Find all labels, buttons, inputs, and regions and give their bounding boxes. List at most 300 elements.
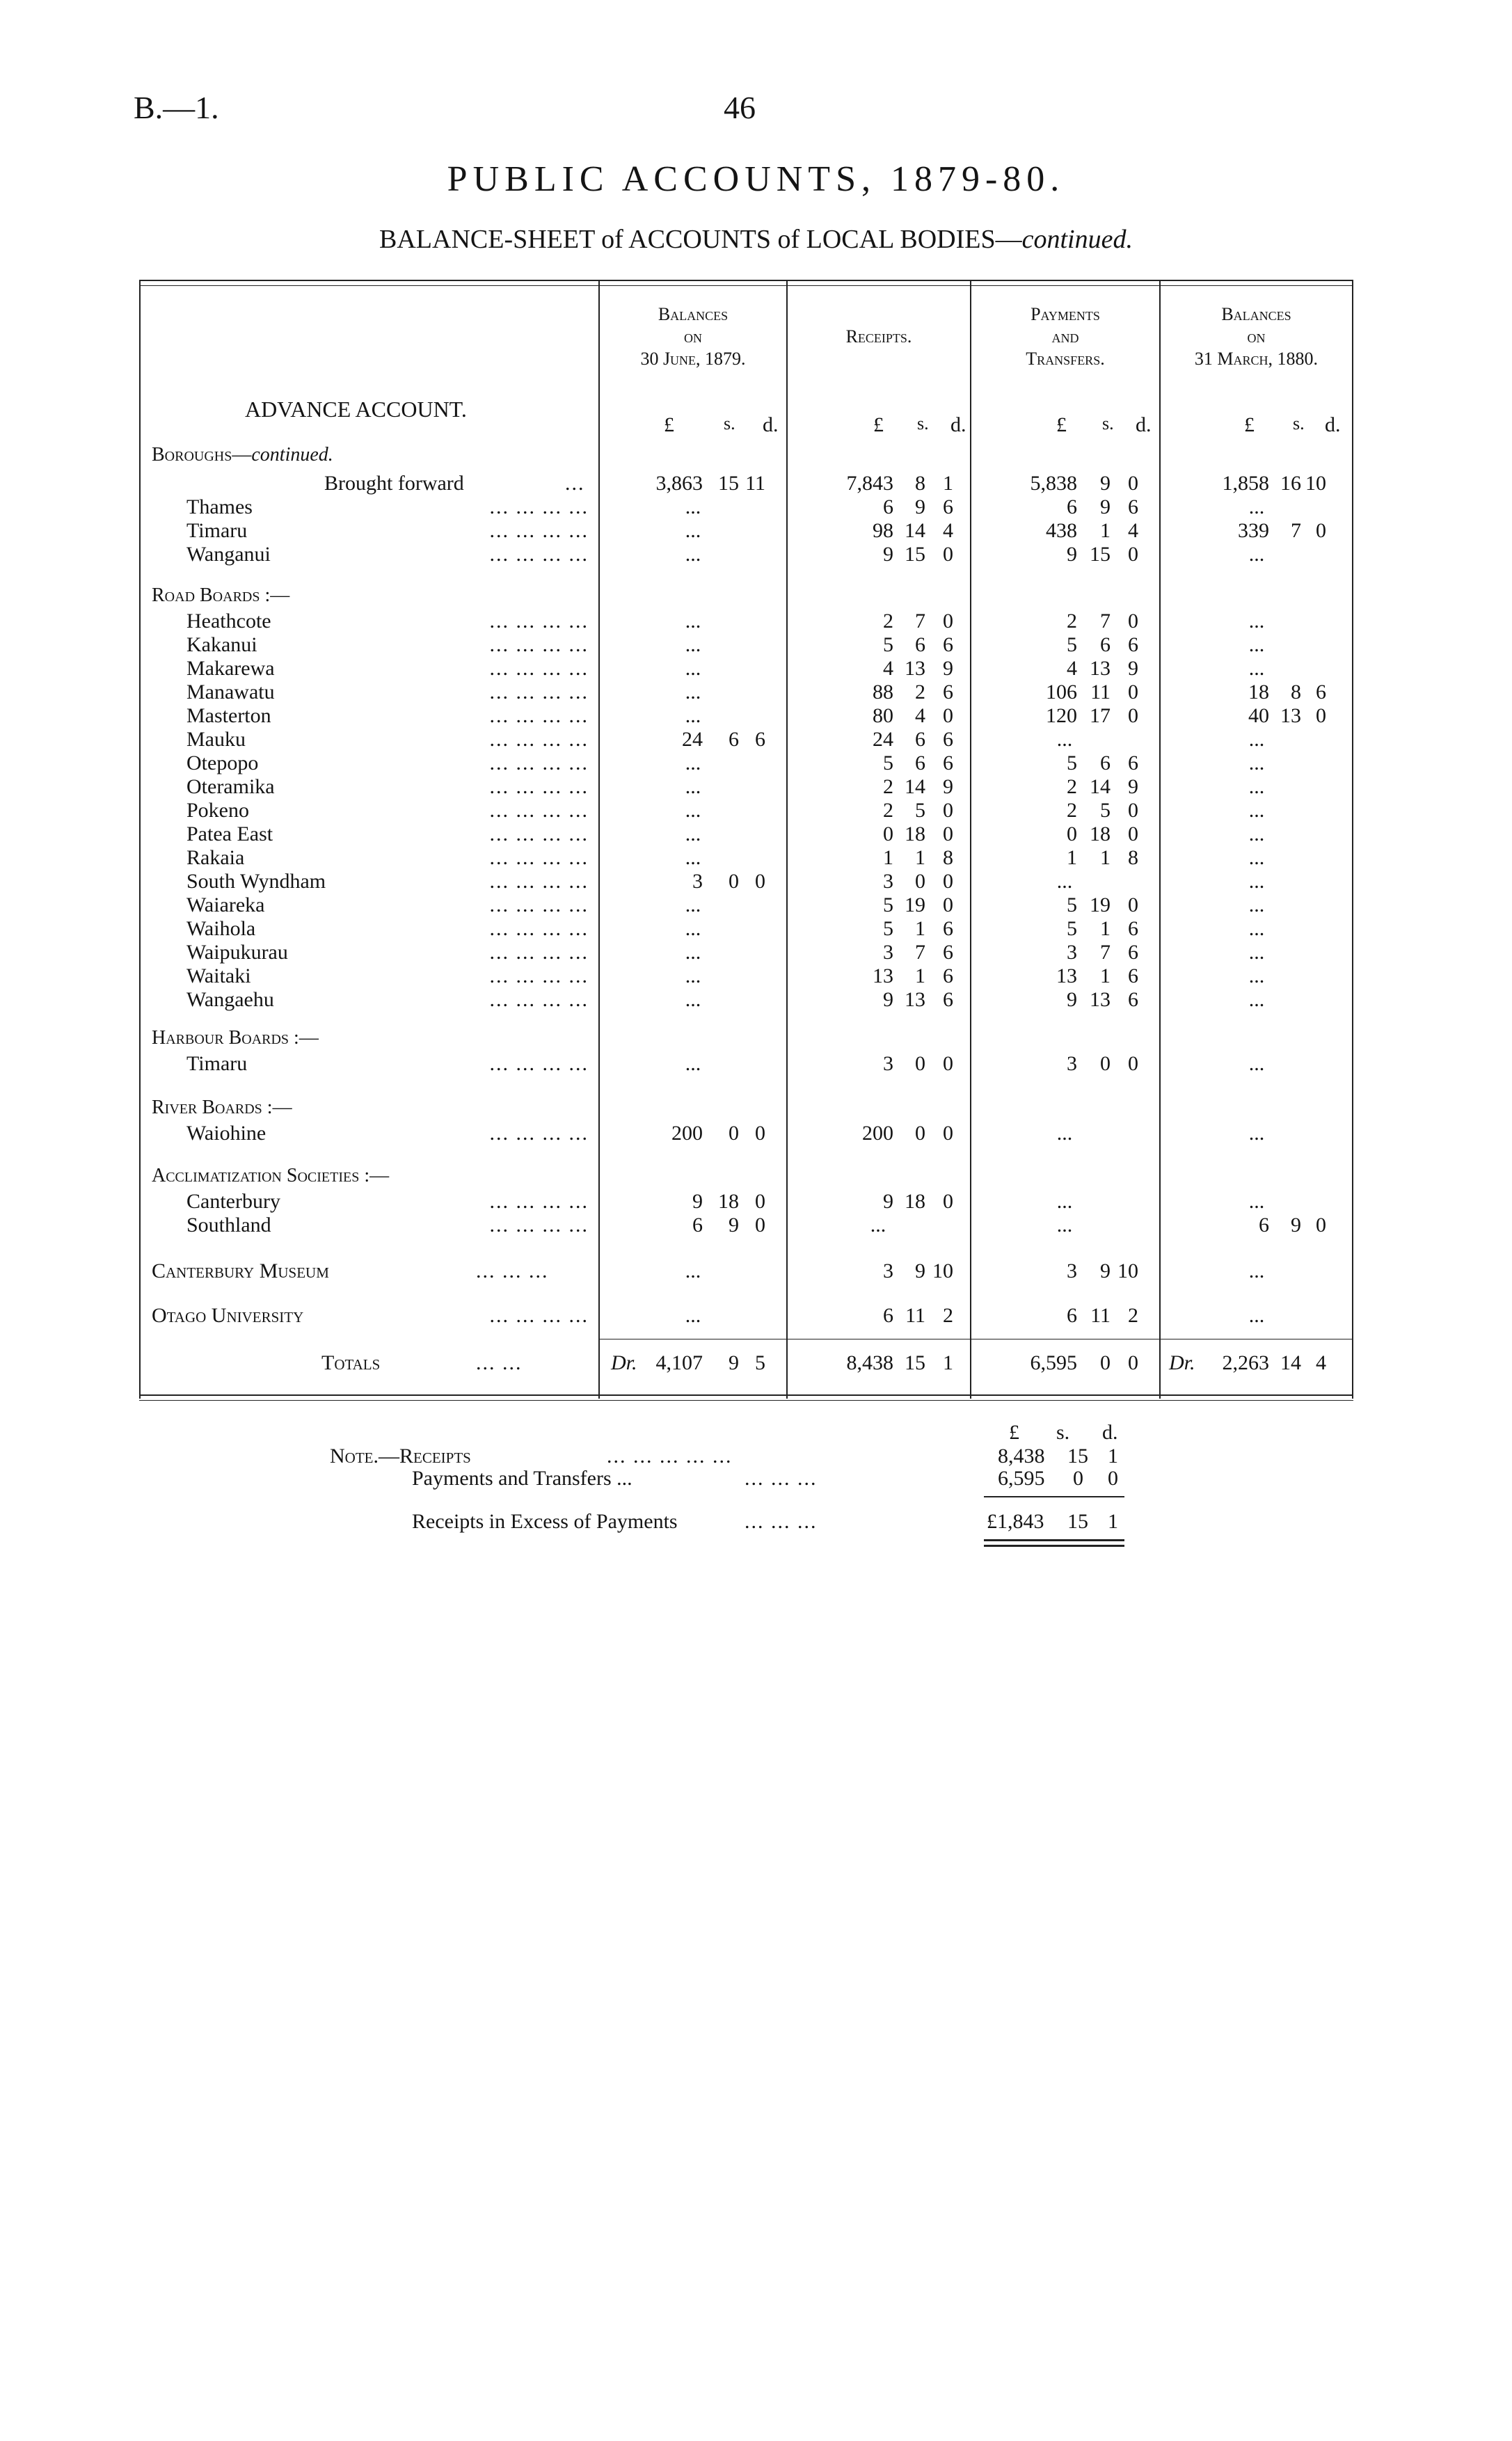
document-subtitle xyxy=(0,224,1512,255)
cell-shillings-pay: 0 xyxy=(1100,1351,1111,1374)
cell-shillings-pay: 1 xyxy=(1100,964,1111,987)
cell-shillings-pay: 1 xyxy=(1100,917,1111,940)
cell-pence-rec: 4 xyxy=(943,519,953,542)
cell-pence-rec: 0 xyxy=(943,799,953,822)
note-unit-pence: d. xyxy=(1102,1421,1118,1444)
row-label: Waiareka xyxy=(186,893,265,916)
cell-shillings-pay: 13 xyxy=(1090,988,1111,1011)
cell-pence-pay: 0 xyxy=(1128,472,1138,495)
note-unit-shillings: s. xyxy=(1056,1421,1070,1444)
cell-pounds-rec: 1 xyxy=(883,846,893,869)
col-header-line: Transfers. xyxy=(1026,349,1105,369)
unit-pence: d. xyxy=(1136,413,1152,436)
cell-empty-open: ... xyxy=(685,704,701,727)
cell-empty-close: ... xyxy=(1248,728,1265,751)
cell-pounds-rec: 5 xyxy=(883,752,893,774)
cell-empty-close: ... xyxy=(1248,846,1265,869)
row-leader-dots: ... ... ... ... xyxy=(489,610,589,633)
note-receipts-pounds: 8,438 xyxy=(998,1445,1045,1468)
note-leader-dots: ... ... ... xyxy=(745,1467,818,1490)
row-leader-dots: ... ... ... ... xyxy=(489,1190,589,1213)
row-leader-dots: ... ... ... ... xyxy=(489,1052,589,1075)
cell-empty-close: ... xyxy=(1248,1052,1265,1075)
col-header-balances-open xyxy=(600,303,786,370)
cell-pounds-close: 18 xyxy=(1248,681,1269,703)
note-receipts-shillings: 15 xyxy=(1067,1445,1088,1468)
cell-empty-close: ... xyxy=(1248,988,1265,1011)
cell-pence-rec: 0 xyxy=(943,1190,953,1213)
cell-pounds-rec: 2 xyxy=(883,799,893,822)
cell-shillings-open: 6 xyxy=(729,728,739,751)
unit-pounds: £ xyxy=(1056,413,1067,436)
row-leader-dots: ... ... ... ... xyxy=(489,846,589,869)
cell-pounds-close: 40 xyxy=(1248,704,1269,727)
cell-pence-pay: 9 xyxy=(1128,657,1138,680)
cell-pounds-rec: 9 xyxy=(883,988,893,1011)
cell-pounds-rec: 3 xyxy=(883,941,893,964)
col-header-line: and xyxy=(1051,326,1079,347)
cell-pounds-pay: 13 xyxy=(1056,964,1077,987)
cell-shillings-rec: 6 xyxy=(915,752,925,774)
cell-pounds-close: 1,858 xyxy=(1222,472,1269,495)
row-leader-dots: ... ... ... ... xyxy=(489,964,589,987)
cell-shillings-close: 7 xyxy=(1291,519,1301,542)
unit-shillings: s. xyxy=(724,413,735,434)
unit-pounds: £ xyxy=(664,413,674,436)
col-header-line: 30 June, 1879. xyxy=(640,349,746,369)
col-header-line: Balances xyxy=(658,304,729,324)
cell-empty-close: ... xyxy=(1248,543,1265,566)
cell-shillings-close: 14 xyxy=(1280,1351,1301,1374)
cell-pence-pay: 0 xyxy=(1128,681,1138,703)
cell-pence-open: 0 xyxy=(755,870,765,893)
row-leader-dots: ... ... ... ... xyxy=(489,893,589,916)
cell-pounds-pay: 5,838 xyxy=(1030,472,1077,495)
note-excess-label: Receipts in Excess of Payments xyxy=(412,1510,678,1533)
cell-pounds-rec: 6 xyxy=(883,495,893,518)
col-header-line: Receipts. xyxy=(845,326,912,347)
cell-shillings-close: 8 xyxy=(1291,681,1301,703)
cell-shillings-open: 9 xyxy=(729,1351,739,1374)
cell-shillings-pay: 1 xyxy=(1100,519,1111,542)
row-leader-dots: ... ... ... ... xyxy=(489,822,589,845)
cell-empty-close: ... xyxy=(1248,870,1265,893)
cell-empty-open: ... xyxy=(685,822,701,845)
cell-pence-rec: 6 xyxy=(943,681,953,703)
row-leader-dots: ... ... ... ... xyxy=(489,799,589,822)
cell-pounds-rec: 0 xyxy=(883,822,893,845)
cell-pounds-pay: 3 xyxy=(1067,1259,1077,1282)
cell-empty-open: ... xyxy=(685,519,701,542)
cell-pence-pay: 0 xyxy=(1128,822,1138,845)
row-label: Southland xyxy=(186,1214,271,1237)
row-leader-dots: ... ... ... ... xyxy=(489,495,589,518)
cell-pence-pay: 6 xyxy=(1128,988,1138,1011)
cell-pence-rec: 0 xyxy=(943,870,953,893)
section-road-boards: Road Boards :— xyxy=(152,585,290,606)
row-leader-dots: ... ... ... ... xyxy=(489,657,589,680)
cell-empty-close: ... xyxy=(1248,964,1265,987)
cell-shillings-pay: 7 xyxy=(1100,941,1111,964)
cell-pence-rec: 9 xyxy=(943,657,953,680)
page-number: 46 xyxy=(724,90,756,125)
cell-shillings-rec: 13 xyxy=(905,988,925,1011)
cell-empty-close: ... xyxy=(1248,657,1265,680)
cell-pence-rec: 6 xyxy=(943,495,953,518)
cell-pence-pay: 6 xyxy=(1128,917,1138,940)
note-inline-dots: ... xyxy=(616,1467,632,1490)
cell-shillings-pay: 19 xyxy=(1090,893,1111,916)
cell-pence-rec: 2 xyxy=(943,1304,953,1327)
cell-empty-close: ... xyxy=(1248,610,1265,633)
cell-pounds-pay: 5 xyxy=(1067,893,1077,916)
row-label: Timaru xyxy=(186,1052,248,1075)
table-left-border xyxy=(139,280,141,1399)
cell-pounds-pay: 5 xyxy=(1067,633,1077,656)
cell-shillings-rec: 0 xyxy=(915,1122,925,1145)
note-payments-pence: 0 xyxy=(1108,1467,1118,1490)
cell-empty-close: ... xyxy=(1248,775,1265,798)
note-payments-shillings: 0 xyxy=(1073,1467,1083,1490)
cell-shillings-rec: 9 xyxy=(915,1259,925,1282)
cell-pounds-pay: 5 xyxy=(1067,752,1077,774)
cell-shillings-pay: 11 xyxy=(1090,1304,1111,1327)
row-leader-dots: ... ... ... ... xyxy=(489,1304,589,1327)
cell-shillings-rec: 6 xyxy=(915,728,925,751)
cell-empty-open: ... xyxy=(685,846,701,869)
cell-shillings-rec: 14 xyxy=(905,775,925,798)
cell-empty-open: ... xyxy=(685,799,701,822)
row-leader-dots: ... xyxy=(565,472,585,495)
subtitle-continued: continued. xyxy=(1021,225,1133,254)
section-river-boards: River Boards :— xyxy=(152,1097,292,1118)
cell-pounds-pay: 1 xyxy=(1067,846,1077,869)
row-label: Manawatu xyxy=(186,681,275,703)
cell-pounds-pay: 6 xyxy=(1067,495,1077,518)
cell-pence-pay: 4 xyxy=(1128,519,1138,542)
unit-shillings: s. xyxy=(1293,413,1305,434)
row-leader-dots: ... ... ... xyxy=(476,1259,549,1282)
cell-shillings-rec: 7 xyxy=(915,610,925,633)
cell-pence-close: 4 xyxy=(1316,1351,1326,1374)
cell-pounds-open: 24 xyxy=(682,728,703,751)
unit-pounds: £ xyxy=(873,413,884,436)
cell-empty-open: ... xyxy=(685,917,701,940)
cell-pounds-close: 6 xyxy=(1259,1214,1269,1237)
cell-pence-pay: 6 xyxy=(1128,633,1138,656)
row-label: Canterbury xyxy=(186,1190,280,1213)
row-label: Patea East xyxy=(186,822,273,845)
section-harbour-boards: Harbour Boards :— xyxy=(152,1027,319,1049)
document-title: PUBLIC ACCOUNTS, 1879-80. xyxy=(447,159,1065,199)
cell-pounds-pay: 2 xyxy=(1067,610,1077,633)
cell-pounds-pay: 0 xyxy=(1067,822,1077,845)
cell-empty-close: ... xyxy=(1248,799,1265,822)
cell-shillings-rec: 15 xyxy=(905,543,925,566)
row-label: Kakanui xyxy=(186,633,257,656)
cell-pence-rec: 8 xyxy=(943,846,953,869)
cell-pence-close: 0 xyxy=(1316,704,1326,727)
row-label: Waihola xyxy=(186,917,256,940)
cell-pounds-rec: 4 xyxy=(883,657,893,680)
cell-pounds-open: 3,863 xyxy=(655,472,703,495)
cell-empty-close: ... xyxy=(1248,917,1265,940)
cell-pence-rec: 1 xyxy=(943,472,953,495)
row-label: Waipukurau xyxy=(186,941,288,964)
unit-shillings: s. xyxy=(1102,413,1114,434)
section-boroughs xyxy=(152,444,333,466)
cell-pence-pay: 0 xyxy=(1128,543,1138,566)
unit-pounds: £ xyxy=(1244,413,1255,436)
table-top-border-inner xyxy=(139,285,1353,286)
cell-shillings-close: 9 xyxy=(1291,1214,1301,1237)
col-header-line: on xyxy=(1247,326,1266,347)
cell-shillings-rec: 1 xyxy=(915,964,925,987)
cell-empty-open: ... xyxy=(685,1052,701,1075)
col-header-payments xyxy=(971,303,1159,370)
cell-pounds-open: 9 xyxy=(692,1190,703,1213)
note-sum-rule xyxy=(984,1496,1124,1497)
report-reference: B.—1. xyxy=(134,90,219,125)
cell-shillings-pay: 0 xyxy=(1100,1052,1111,1075)
cell-pounds-pay: 438 xyxy=(1046,519,1077,542)
note-excess-pounds: £1,843 xyxy=(987,1510,1044,1533)
table-top-border xyxy=(139,280,1353,281)
cell-shillings-pay: 13 xyxy=(1090,657,1111,680)
cell-pence-rec: 6 xyxy=(943,752,953,774)
cell-shillings-rec: 7 xyxy=(915,941,925,964)
cell-pence-rec: 0 xyxy=(943,822,953,845)
cell-shillings-rec: 18 xyxy=(905,822,925,845)
note-unit-pounds: £ xyxy=(1009,1421,1019,1444)
cell-pence-rec: 0 xyxy=(943,1122,953,1145)
note-payments-label xyxy=(412,1467,632,1490)
cell-shillings-rec: 0 xyxy=(915,870,925,893)
cell-pounds-open: 4,107 xyxy=(655,1351,703,1374)
col-header-line: Payments xyxy=(1030,304,1100,324)
row-leader-dots: ... ... ... ... xyxy=(489,917,589,940)
cell-shillings-rec: 5 xyxy=(915,799,925,822)
cell-shillings-pay: 1 xyxy=(1100,846,1111,869)
row-label: South Wyndham xyxy=(186,870,326,893)
row-label: Wangaehu xyxy=(186,988,274,1011)
cell-empty-pay: ... xyxy=(1056,1214,1073,1237)
unit-shillings: s. xyxy=(917,413,929,434)
cell-pounds-pay: 5 xyxy=(1067,917,1077,940)
cell-empty-open: ... xyxy=(685,543,701,566)
cell-pounds-rec: 98 xyxy=(873,519,893,542)
subtitle-main: BALANCE-SHEET of ACCOUNTS of LOCAL BODIES— xyxy=(379,225,1022,254)
cell-dr-close: Dr. xyxy=(1169,1351,1195,1374)
note-payments-text: Payments and Transfers xyxy=(412,1467,612,1490)
cell-pence-pay: 6 xyxy=(1128,964,1138,987)
cell-pence-pay: 6 xyxy=(1128,941,1138,964)
row-label: Otago University xyxy=(152,1304,304,1327)
cell-pence-rec: 0 xyxy=(943,704,953,727)
cell-pence-rec: 6 xyxy=(943,941,953,964)
cell-pounds-pay: 4 xyxy=(1067,657,1077,680)
cell-shillings-pay: 11 xyxy=(1090,681,1111,703)
cell-shillings-rec: 9 xyxy=(915,495,925,518)
cell-pence-close: 0 xyxy=(1316,1214,1326,1237)
cell-pence-open: 0 xyxy=(755,1214,765,1237)
row-leader-dots: ... ... ... ... xyxy=(489,681,589,703)
cell-pence-open: 0 xyxy=(755,1122,765,1145)
row-leader-dots: ... ... ... ... xyxy=(489,728,589,751)
table-bottom-border-inner xyxy=(139,1400,1353,1401)
row-label: Pokeno xyxy=(186,799,249,822)
cell-pounds-rec: 9 xyxy=(883,543,893,566)
section-continued: continued. xyxy=(251,444,333,466)
cell-pence-rec: 6 xyxy=(943,917,953,940)
cell-empty-close: ... xyxy=(1248,1259,1265,1282)
cell-pence-pay: 0 xyxy=(1128,704,1138,727)
cell-empty-open: ... xyxy=(685,1304,701,1327)
cell-pence-rec: 0 xyxy=(943,893,953,916)
cell-shillings-rec: 1 xyxy=(915,917,925,940)
row-label: Waitaki xyxy=(186,964,251,987)
cell-pence-pay: 6 xyxy=(1128,752,1138,774)
cell-shillings-rec: 2 xyxy=(915,681,925,703)
row-label: Makarewa xyxy=(186,657,275,680)
cell-shillings-rec: 4 xyxy=(915,704,925,727)
note-excess-shillings: 15 xyxy=(1067,1510,1088,1533)
table-right-border xyxy=(1352,280,1353,1399)
cell-shillings-rec: 13 xyxy=(905,657,925,680)
cell-shillings-pay: 17 xyxy=(1090,704,1111,727)
cell-pence-rec: 1 xyxy=(943,1351,953,1374)
cell-shillings-rec: 15 xyxy=(905,1351,925,1374)
cell-shillings-open: 18 xyxy=(718,1190,739,1213)
cell-pounds-pay: 2 xyxy=(1067,799,1077,822)
cell-empty-open: ... xyxy=(685,964,701,987)
account-title: ADVANCE ACCOUNT. xyxy=(245,397,467,422)
col-divider-4 xyxy=(1159,280,1161,1399)
cell-shillings-rec: 1 xyxy=(915,846,925,869)
note-double-rule-bottom xyxy=(984,1545,1124,1547)
cell-shillings-rec: 6 xyxy=(915,633,925,656)
cell-pounds-pay: 9 xyxy=(1067,988,1077,1011)
cell-shillings-rec: 8 xyxy=(915,472,925,495)
row-leader-dots: ... ... ... ... xyxy=(489,941,589,964)
cell-shillings-pay: 9 xyxy=(1100,472,1111,495)
cell-shillings-rec: 0 xyxy=(915,1052,925,1075)
cell-pounds-pay: 6 xyxy=(1067,1304,1077,1327)
cell-pence-rec: 10 xyxy=(932,1259,953,1282)
cell-empty-close: ... xyxy=(1248,633,1265,656)
row-label: Wanganui xyxy=(186,543,271,566)
cell-empty-open: ... xyxy=(685,610,701,633)
note-excess-pence: 1 xyxy=(1108,1510,1118,1533)
row-leader-dots: ... ... xyxy=(476,1351,523,1374)
cell-empty-pay: ... xyxy=(1056,870,1073,893)
cell-shillings-pay: 18 xyxy=(1090,822,1111,845)
row-label: Timaru xyxy=(186,519,248,542)
col-header-line: 31 March, 1880. xyxy=(1194,349,1319,369)
cell-empty-open: ... xyxy=(685,775,701,798)
cell-pounds-rec: 5 xyxy=(883,917,893,940)
cell-shillings-open: 15 xyxy=(718,472,739,495)
note-label-text: Note.—Receipts xyxy=(330,1445,471,1468)
note-payments-pounds: 6,595 xyxy=(998,1467,1045,1490)
cell-pounds-pay: 9 xyxy=(1067,543,1077,566)
cell-pounds-pay: 2 xyxy=(1067,775,1077,798)
cell-empty-close: ... xyxy=(1248,941,1265,964)
cell-pounds-rec: 2 xyxy=(883,775,893,798)
cell-dr-open: Dr. xyxy=(611,1351,637,1374)
cell-pence-rec: 6 xyxy=(943,964,953,987)
cell-pounds-pay: 106 xyxy=(1046,681,1077,703)
cell-empty-close: ... xyxy=(1248,495,1265,518)
cell-pounds-rec: 13 xyxy=(873,964,893,987)
row-label: Canterbury Museum xyxy=(152,1259,329,1282)
cell-empty-close: ... xyxy=(1248,1304,1265,1327)
cell-shillings-pay: 5 xyxy=(1100,799,1111,822)
row-leader-dots: ... ... ... ... xyxy=(489,1122,589,1145)
cell-pence-rec: 6 xyxy=(943,728,953,751)
cell-empty-open: ... xyxy=(685,941,701,964)
row-label: Masterton xyxy=(186,704,271,727)
cell-pence-rec: 9 xyxy=(943,775,953,798)
cell-shillings-rec: 11 xyxy=(905,1304,925,1327)
col-divider-3 xyxy=(970,280,971,1399)
note-double-rule-top xyxy=(984,1539,1124,1541)
row-label: Totals xyxy=(321,1351,381,1374)
cell-shillings-close: 13 xyxy=(1280,704,1301,727)
cell-shillings-rec: 18 xyxy=(905,1190,925,1213)
cell-empty-open: ... xyxy=(685,752,701,774)
cell-shillings-close: 16 xyxy=(1280,472,1301,495)
cell-pence-rec: 6 xyxy=(943,633,953,656)
row-label: Waiohine xyxy=(186,1122,266,1145)
cell-pence-pay: 0 xyxy=(1128,610,1138,633)
cell-pence-close: 10 xyxy=(1305,472,1326,495)
cell-empty-pay: ... xyxy=(1056,728,1073,751)
cell-pence-pay: 6 xyxy=(1128,495,1138,518)
row-leader-dots: ... ... ... ... xyxy=(489,633,589,656)
section-label: Boroughs— xyxy=(152,444,252,466)
cell-pence-close: 6 xyxy=(1316,681,1326,703)
unit-pence: d. xyxy=(1325,413,1341,436)
cell-shillings-open: 0 xyxy=(729,870,739,893)
cell-pounds-pay: 3 xyxy=(1067,941,1077,964)
col-header-line: Balances xyxy=(1221,304,1291,324)
cell-pounds-close: 2,263 xyxy=(1222,1351,1269,1374)
cell-pounds-rec: 5 xyxy=(883,893,893,916)
cell-pounds-rec: 24 xyxy=(873,728,893,751)
cell-pounds-rec: 3 xyxy=(883,870,893,893)
row-leader-dots: ... ... ... ... xyxy=(489,704,589,727)
col-header-receipts xyxy=(788,326,970,348)
cell-empty-open: ... xyxy=(685,633,701,656)
cell-empty-close: ... xyxy=(1248,822,1265,845)
cell-shillings-pay: 6 xyxy=(1100,752,1111,774)
cell-shillings-pay: 6 xyxy=(1100,633,1111,656)
cell-shillings-rec: 14 xyxy=(905,519,925,542)
cell-pounds-rec: 88 xyxy=(873,681,893,703)
col-header-line: on xyxy=(684,326,702,347)
row-leader-dots: ... ... ... ... xyxy=(489,775,589,798)
cell-shillings-pay: 14 xyxy=(1090,775,1111,798)
cell-empty-close: ... xyxy=(1248,752,1265,774)
cell-pounds-rec: 6 xyxy=(883,1304,893,1327)
row-leader-dots: ... ... ... ... xyxy=(489,1214,589,1237)
cell-pounds-open: 6 xyxy=(692,1214,703,1237)
unit-pence: d. xyxy=(950,413,966,436)
cell-empty-open: ... xyxy=(685,657,701,680)
row-label: Thames xyxy=(186,495,253,518)
col-header-balances-close xyxy=(1161,303,1352,370)
